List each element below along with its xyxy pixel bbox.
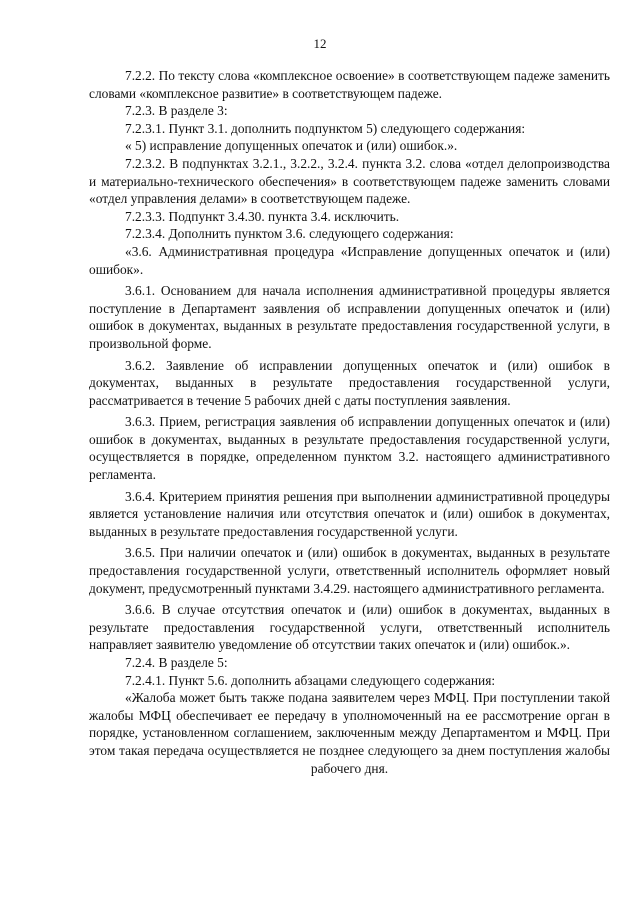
- paragraph-3-6-6: 3.6.6. В случае отсутствия опечаток и (или) ошибок в документах, выданных в результате предоставления государственной услуги, ответственный исполнитель направляет заявителю уведомление об отсутствии таких опечаток и (или) ошибок.».: [89, 602, 610, 653]
- paragraph-7-2-4-1: 7.2.4.1. Пункт 5.6. дополнить абзацами следующего содержания:: [125, 672, 496, 688]
- paragraph-complaint-mfc: «Жалоба может быть также подана заявителем через МФЦ. При поступлении такой жалобы МФЦ обеспечивает ее передачу в уполномоченный на ее рассмотрение орган в порядке, установленном соглашением, заключенным между Департаментом и МФЦ. При этом такая передача осуществляется не позднее следующего за днем поступления жалобы рабочего дня.: [89, 690, 610, 776]
- paragraph-3-6-1: 3.6.1. Основанием для начала исполнения административной процедуры является поступление в Департамент заявления об исправлении допущенных опечаток и (или) ошибок в документах, выданных в результате предоставления государственной услуги, в произвольной форме.: [89, 283, 610, 351]
- paragraph-quote-5: « 5) исправление допущенных опечаток и (или) ошибок.».: [125, 138, 458, 154]
- page-number: 12: [313, 36, 327, 51]
- paragraph-7-2-4: 7.2.4. В разделе 5:: [125, 655, 228, 670]
- paragraph-3-6-5: 3.6.5. При наличии опечаток и (или) ошибок в документах, выданных в результате предоставления государственной услуги, ответственный исполнитель оформляет новый документ, предусмотренный пунктами 3.4.29. настоящего административного регламента.: [89, 545, 610, 596]
- paragraph-7-2-2: 7.2.2. По тексту слова «комплексное освоение» в соответствующем падеже заменить словами «комплексное развитие» в соответствующем падеже.: [89, 68, 610, 101]
- paragraph-7-2-3: 7.2.3. В разделе 3:: [125, 103, 228, 119]
- paragraph-7-2-3-1: 7.2.3.1. Пункт 3.1. дополнить подпунктом 5) следующего содержания:: [125, 120, 526, 136]
- paragraph-7-2-3-4: 7.2.3.4. Дополнить пунктом 3.6. следующего содержания:: [125, 226, 454, 242]
- paragraph-3-6-3: 3.6.3. Прием, регистрация заявления об исправлении допущенных опечаток и (или) ошибок в документах, выданных в результате предоставления государственной услуги, осуществляется в порядке, определенном пунктом 3.2. настоящего административного регламента.: [89, 414, 610, 483]
- paragraph-3-6-4: 3.6.4. Критерием принятия решения при выполнении административной процедуры является установление наличия или отсутствия опечаток и (или) ошибок в документах, выданных в результате предоставления государственной услуги.: [89, 488, 610, 539]
- paragraph-3-6-2: 3.6.2. Заявление об исправлении допущенных опечаток и (или) ошибок в документах, выданных в результате предоставления государственной услуги, рассматривается в течение 5 рабочих дней с даты поступления заявления.: [89, 357, 610, 408]
- paragraph-3-6: «3.6. Административная процедура «Исправление допущенных опечаток и (или) ошибок».: [89, 243, 610, 277]
- document-body: [89, 67, 610, 777]
- paragraph-7-2-3-2: 7.2.3.2. В подпунктах 3.2.1., 3.2.2., 3.2.4. пункта 3.2. слова «отдел делопроизводства и материально-технического обеспечения» в соответствующем падеже заменить словами «отдел управления делами» в соответствующем падеже.: [89, 155, 610, 207]
- paragraph-7-2-3-3: 7.2.3.3. Подпункт 3.4.30. пункта 3.4. исключить.: [125, 208, 400, 224]
